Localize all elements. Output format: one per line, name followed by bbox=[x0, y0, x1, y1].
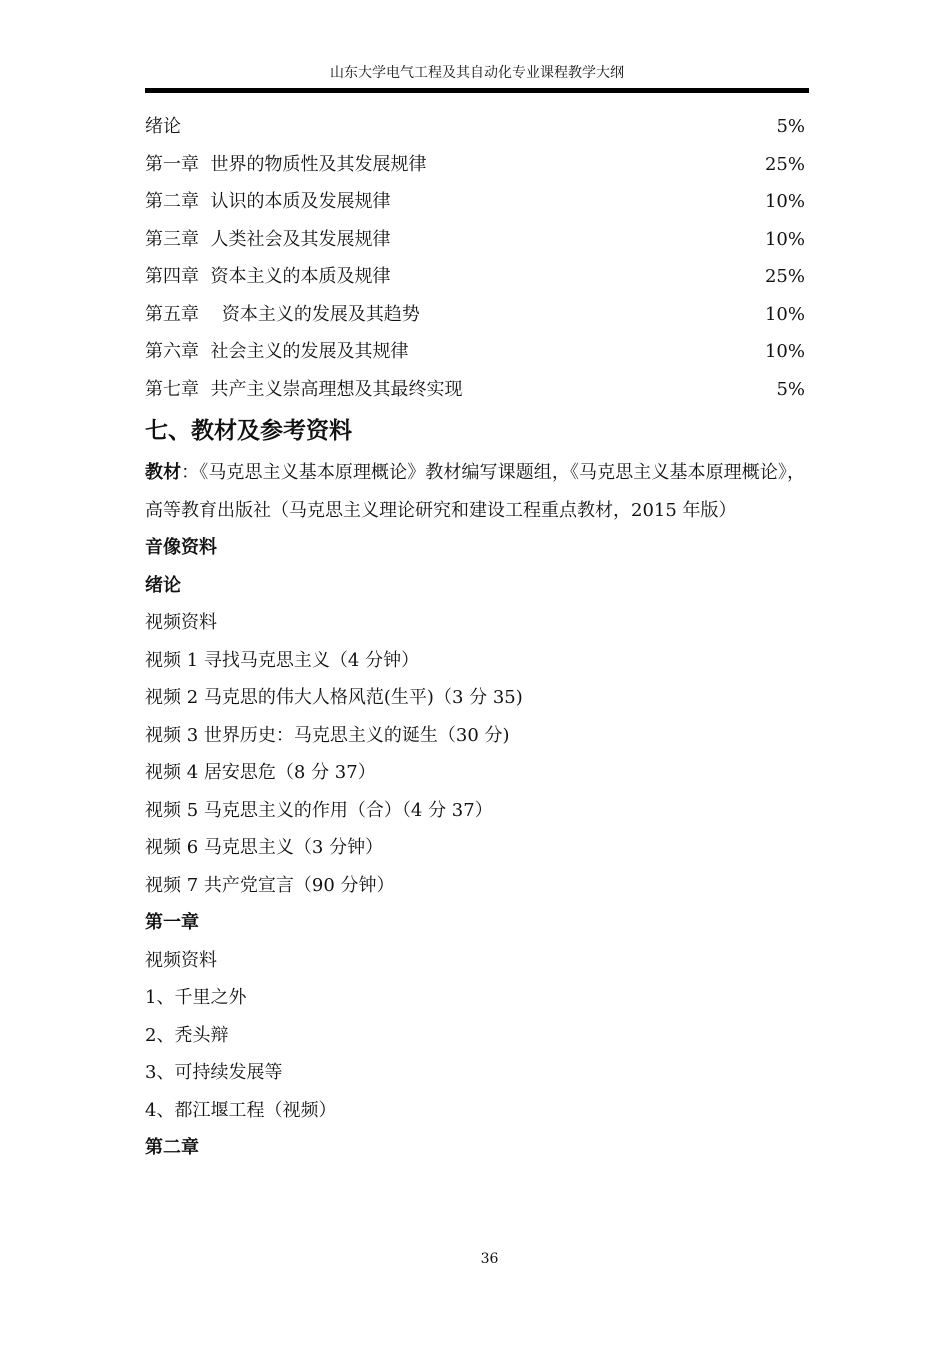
intro-subheading: 绪论 bbox=[145, 574, 181, 596]
av-materials-heading: 音像资料 bbox=[145, 537, 217, 558]
textbook-text: ：《马克思主义基本原理概论》教材编写课题组，《马克思主义基本原理概论》，高等教育出版社（马克思主义理论研究和建设工程重点教材，2015 年版） bbox=[145, 462, 806, 521]
intro-video-list bbox=[145, 642, 805, 905]
chapter-weight-row bbox=[145, 146, 805, 184]
intro-video-label: 视频资料 bbox=[145, 612, 217, 633]
chapter-weight-row bbox=[145, 258, 805, 296]
textbook-label: 教材 bbox=[145, 462, 182, 483]
chapter-percent: 5% bbox=[776, 116, 805, 137]
video-item: 视频 3 世界历史：马克思主义的诞生（30 分) bbox=[145, 724, 510, 746]
chapter-weight-row bbox=[145, 183, 805, 221]
chapter-name: 第二章 认识的本质及发展规律 bbox=[145, 191, 391, 212]
video-item: 视频 5 马克思主义的作用（合）（4 分 37） bbox=[145, 799, 493, 821]
chapter2-subheading: 第二章 bbox=[145, 1137, 199, 1158]
chapter-name: 第四章 资本主义的本质及规律 bbox=[145, 266, 391, 287]
list-item: 1、千里之外 bbox=[145, 987, 247, 1008]
chapter-percent: 10% bbox=[764, 341, 805, 362]
section-heading: 七、教材及参考资料 bbox=[145, 417, 352, 444]
textbook-paragraph bbox=[145, 454, 805, 529]
chapter-weight-row bbox=[145, 221, 805, 259]
chapter-percent: 25% bbox=[764, 153, 805, 175]
chapter-percent: 25% bbox=[764, 266, 805, 287]
chapter-name: 第一章 世界的物质性及其发展规律 bbox=[145, 153, 427, 175]
video-item: 视频 1 寻找马克思主义（4 分钟） bbox=[145, 649, 420, 671]
video-item: 视频 7 共产党宣言（90 分钟） bbox=[145, 874, 395, 896]
video-item: 视频 4 居安思危（8 分 37） bbox=[145, 762, 376, 783]
video-item: 视频 2 马克思的伟大人格风范(生平)（3 分 35) bbox=[145, 687, 523, 708]
chapter1-subheading: 第一章 bbox=[145, 912, 199, 933]
chapter-weight-row bbox=[145, 108, 805, 146]
page-header: 山东大学电气工程及其自动化专业课程教学大纲 bbox=[330, 65, 624, 81]
chapter-name: 绪论 bbox=[145, 116, 181, 137]
chapter-name: 第三章 人类社会及其发展规律 bbox=[145, 228, 391, 250]
chapter-name: 第六章 社会主义的发展及其规律 bbox=[145, 341, 409, 362]
chapter-percent: 10% bbox=[764, 303, 805, 325]
list-item: 4、都江堰工程（视频） bbox=[145, 1099, 337, 1121]
chapter-weight-row bbox=[145, 371, 805, 409]
video-item: 视频 6 马克思主义（3 分钟） bbox=[145, 837, 384, 858]
chapter1-item-list bbox=[145, 979, 805, 1129]
page-number: 36 bbox=[480, 1251, 499, 1267]
page-content bbox=[145, 108, 805, 1167]
list-item: 3、可持续发展等 bbox=[145, 1062, 283, 1083]
header-rule bbox=[145, 88, 809, 93]
chapter-name: 第五章 资本主义的发展及其趋势 bbox=[145, 303, 420, 325]
chapter-percent: 10% bbox=[764, 228, 805, 250]
chapter1-video-label: 视频资料 bbox=[145, 949, 217, 971]
list-item: 2、秃头辩 bbox=[145, 1024, 229, 1046]
chapter-percent: 5% bbox=[776, 378, 805, 400]
chapter-weight-row bbox=[145, 333, 805, 371]
chapter-percent: 10% bbox=[764, 191, 805, 212]
chapter-name: 第七章 共产主义崇高理想及其最终实现 bbox=[145, 378, 463, 400]
chapter-weight-row bbox=[145, 296, 805, 334]
chapter-weight-list bbox=[145, 108, 805, 408]
